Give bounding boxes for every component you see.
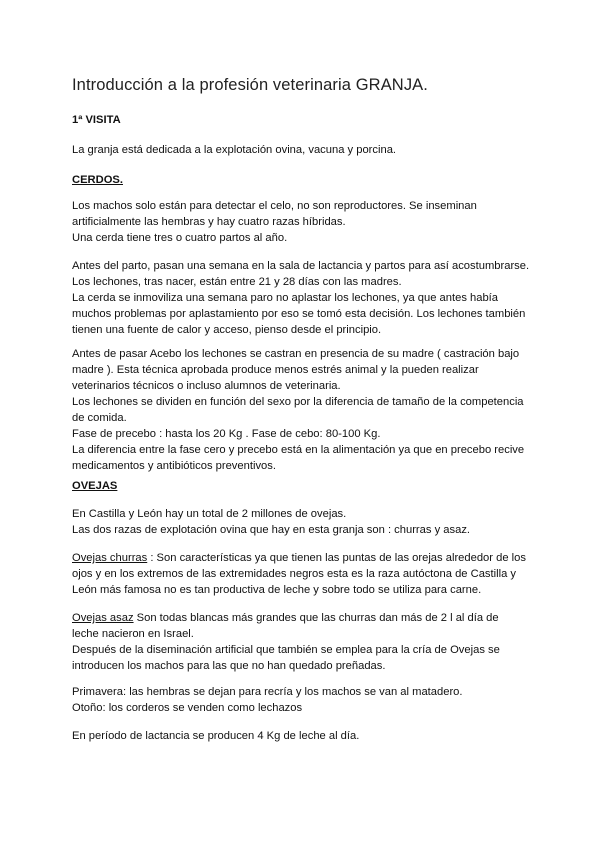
text-line: En período de lactancia se producen 4 Kg de leche al día. <box>72 730 360 742</box>
cerdos-heading-block <box>72 172 542 188</box>
text-line: de comida. <box>72 412 127 424</box>
text-line: veterinarios técnicos o incluso alumnos de veterinaria. <box>72 380 341 392</box>
visit-heading-block <box>72 112 542 128</box>
ovejas-churras-paragraph <box>72 550 542 598</box>
ovejas-heading: OVEJAS <box>72 480 118 492</box>
text-line: Fase de precebo : hasta los 20 Kg . Fase de cebo: 80-100 Kg. <box>72 428 381 440</box>
text-line: Los lechones se dividen en función del sexo por la diferencia de tamaño de la competencia <box>72 396 524 408</box>
cerdos-paragraph-2 <box>72 258 542 338</box>
text-line: Son todas blancas más grandes que las churras dan más de 2 l al día de <box>133 612 499 624</box>
ovejas-seasons-paragraph <box>72 684 542 716</box>
text-line: Una cerda tiene tres o cuatro partos al año. <box>72 232 288 244</box>
text-line: artificialmente las hembras y hay cuatro razas híbridas. <box>72 216 346 228</box>
text-line: tienen una fuente de calor y acceso, pienso desde el principio. <box>72 324 382 336</box>
document-title: Introducción a la profesión veterinaria GRANJA. <box>72 76 428 94</box>
text-line: ojos y en los extremos de las extremidades negros esta es la raza autóctona de Castilla y <box>72 568 517 580</box>
text-line: medicamentos y antibióticos preventivos. <box>72 460 276 472</box>
asaz-label: Ovejas asaz <box>72 612 134 624</box>
text-line: madre ). Esta técnica aprobada produce menos estrés animal y la pueden realizar <box>72 364 479 376</box>
intro-line: La granja está dedicada a la explotación ovina, vacuna y porcina. <box>72 144 397 156</box>
text-line: Después de la diseminación artificial que también se emplea para la cría de Ovejas se <box>72 644 500 656</box>
text-line: León más famosa no es tan productiva de leche y sobre todo se utiliza para carne. <box>72 584 482 596</box>
text-line: Antes del parto, pasan una semana en la sala de lactancia y partos para así acostumbrarse. <box>72 260 530 272</box>
text-line: En Castilla y León hay un total de 2 millones de ovejas. <box>72 508 347 520</box>
text-line: Primavera: las hembras se dejan para recría y los machos se van al matadero. <box>72 686 463 698</box>
intro-paragraph <box>72 142 542 158</box>
text-line: Antes de pasar Acebo los lechones se castran en presencia de su madre ( castración bajo <box>72 348 520 360</box>
visit-heading: 1ª VISITA <box>72 114 121 126</box>
cerdos-paragraph-1 <box>72 198 542 246</box>
text-line: Otoño: los corderos se venden como lechazos <box>72 702 303 714</box>
text-line: muchos problemas por aplastamiento por eso se tomó esta decisión. Los lechones también <box>72 308 526 320</box>
text-line: Las dos razas de explotación ovina que hay en esta granja son : churras y asaz. <box>72 524 471 536</box>
text-line: : Son características ya que tienen las puntas de las orejas alrededor de los <box>147 552 526 564</box>
text-line: La cerda se inmoviliza una semana paro no aplastar los lechones, ya que antes había <box>72 292 499 304</box>
text-line: Los machos solo están para detectar el celo, no son reproductores. Se inseminan <box>72 200 477 212</box>
text-line: La diferencia entre la fase cero y precebo está en la alimentación ya que en precebo recive <box>72 444 525 456</box>
text-line: Los lechones, tras nacer, están entre 21 y 28 días con las madres. <box>72 276 402 288</box>
text-line: introducen los machos para las que no han quedado preñadas. <box>72 660 386 672</box>
ovejas-asaz-paragraph <box>72 610 542 674</box>
churras-label: Ovejas churras <box>72 552 148 564</box>
cerdos-heading: CERDOS. <box>72 174 123 186</box>
ovejas-paragraph-1 <box>72 506 542 538</box>
ovejas-lactation-paragraph <box>72 728 542 744</box>
text-line: leche nacieron en Israel. <box>72 628 194 640</box>
ovejas-heading-block <box>72 478 542 494</box>
cerdos-paragraph-3 <box>72 346 542 474</box>
